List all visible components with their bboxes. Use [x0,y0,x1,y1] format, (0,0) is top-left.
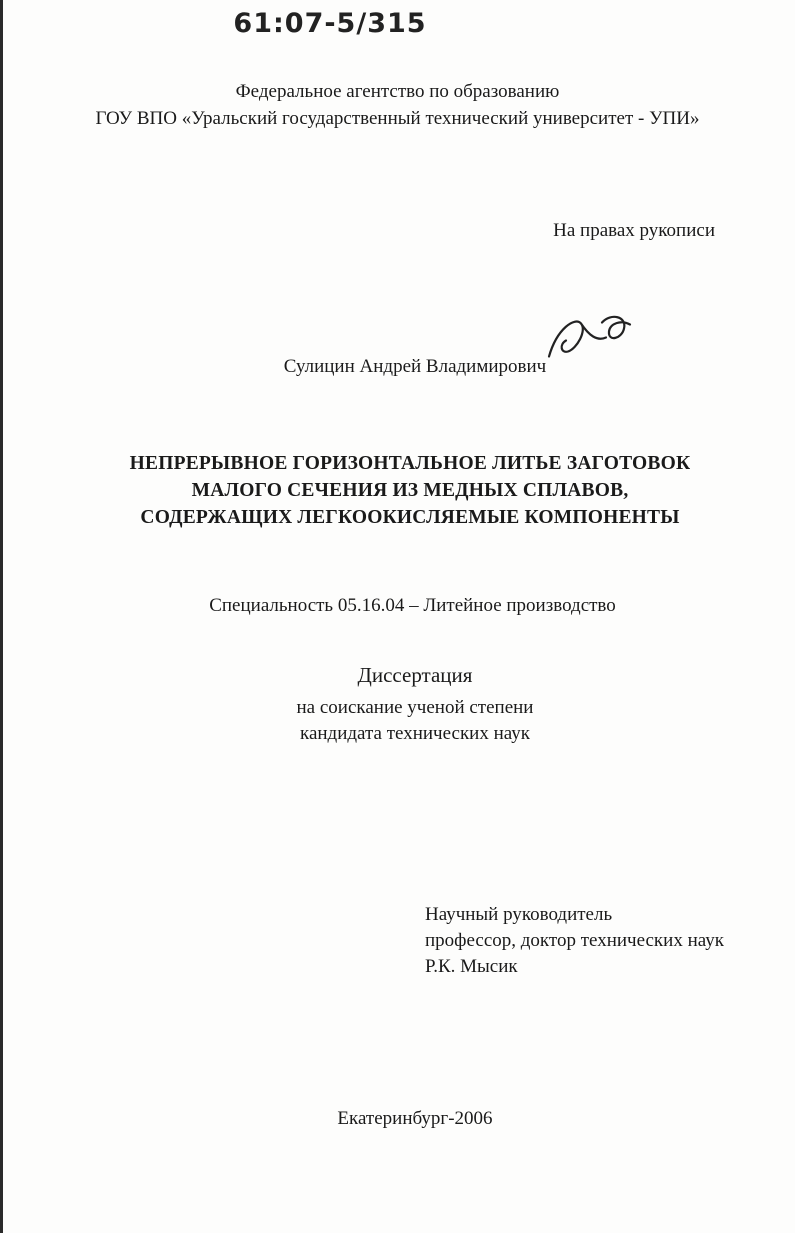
supervisor-name: Р.К. Мысик [425,956,518,977]
author-name: Сулицин Андрей Владимирович [283,356,547,377]
title-line-1: НЕПРЕРЫВНОЕ ГОРИЗОНТАЛЬНОЕ ЛИТЬЕ ЗАГОТОВОК [129,453,691,474]
manuscript-rights-note: На правах рукописи [553,220,715,241]
degree-line-2: кандидата технических наук [300,723,530,744]
catalog-number: 61:07-5/315 [233,8,427,39]
document-type: Диссертация [357,663,473,687]
specialty-line: Специальность 05.16.04 – Литейное производство [209,595,616,616]
supervisor-title: профессор, доктор технических наук [425,930,724,951]
dissertation-title [0,450,795,531]
agency-line-2: ГОУ ВПО «Уральский государственный технический университет - УПИ» [95,108,700,129]
city-and-year: Екатеринбург-2006 [337,1108,493,1129]
agency-block [0,78,795,132]
degree-line-1: на соискание ученой степени [296,697,534,718]
supervisor-label: Научный руководитель [425,904,613,925]
agency-line-1: Федеральное агентство по образованию [235,81,560,102]
title-line-2: МАЛОГО СЕЧЕНИЯ ИЗ МЕДНЫХ СПЛАВОВ, [191,480,629,501]
supervisor-block [425,902,765,980]
title-line-3: СОДЕРЖАЩИХ ЛЕГКООКИСЛЯЕМЫЕ КОМПОНЕНТЫ [140,507,680,528]
degree-block [0,695,795,747]
